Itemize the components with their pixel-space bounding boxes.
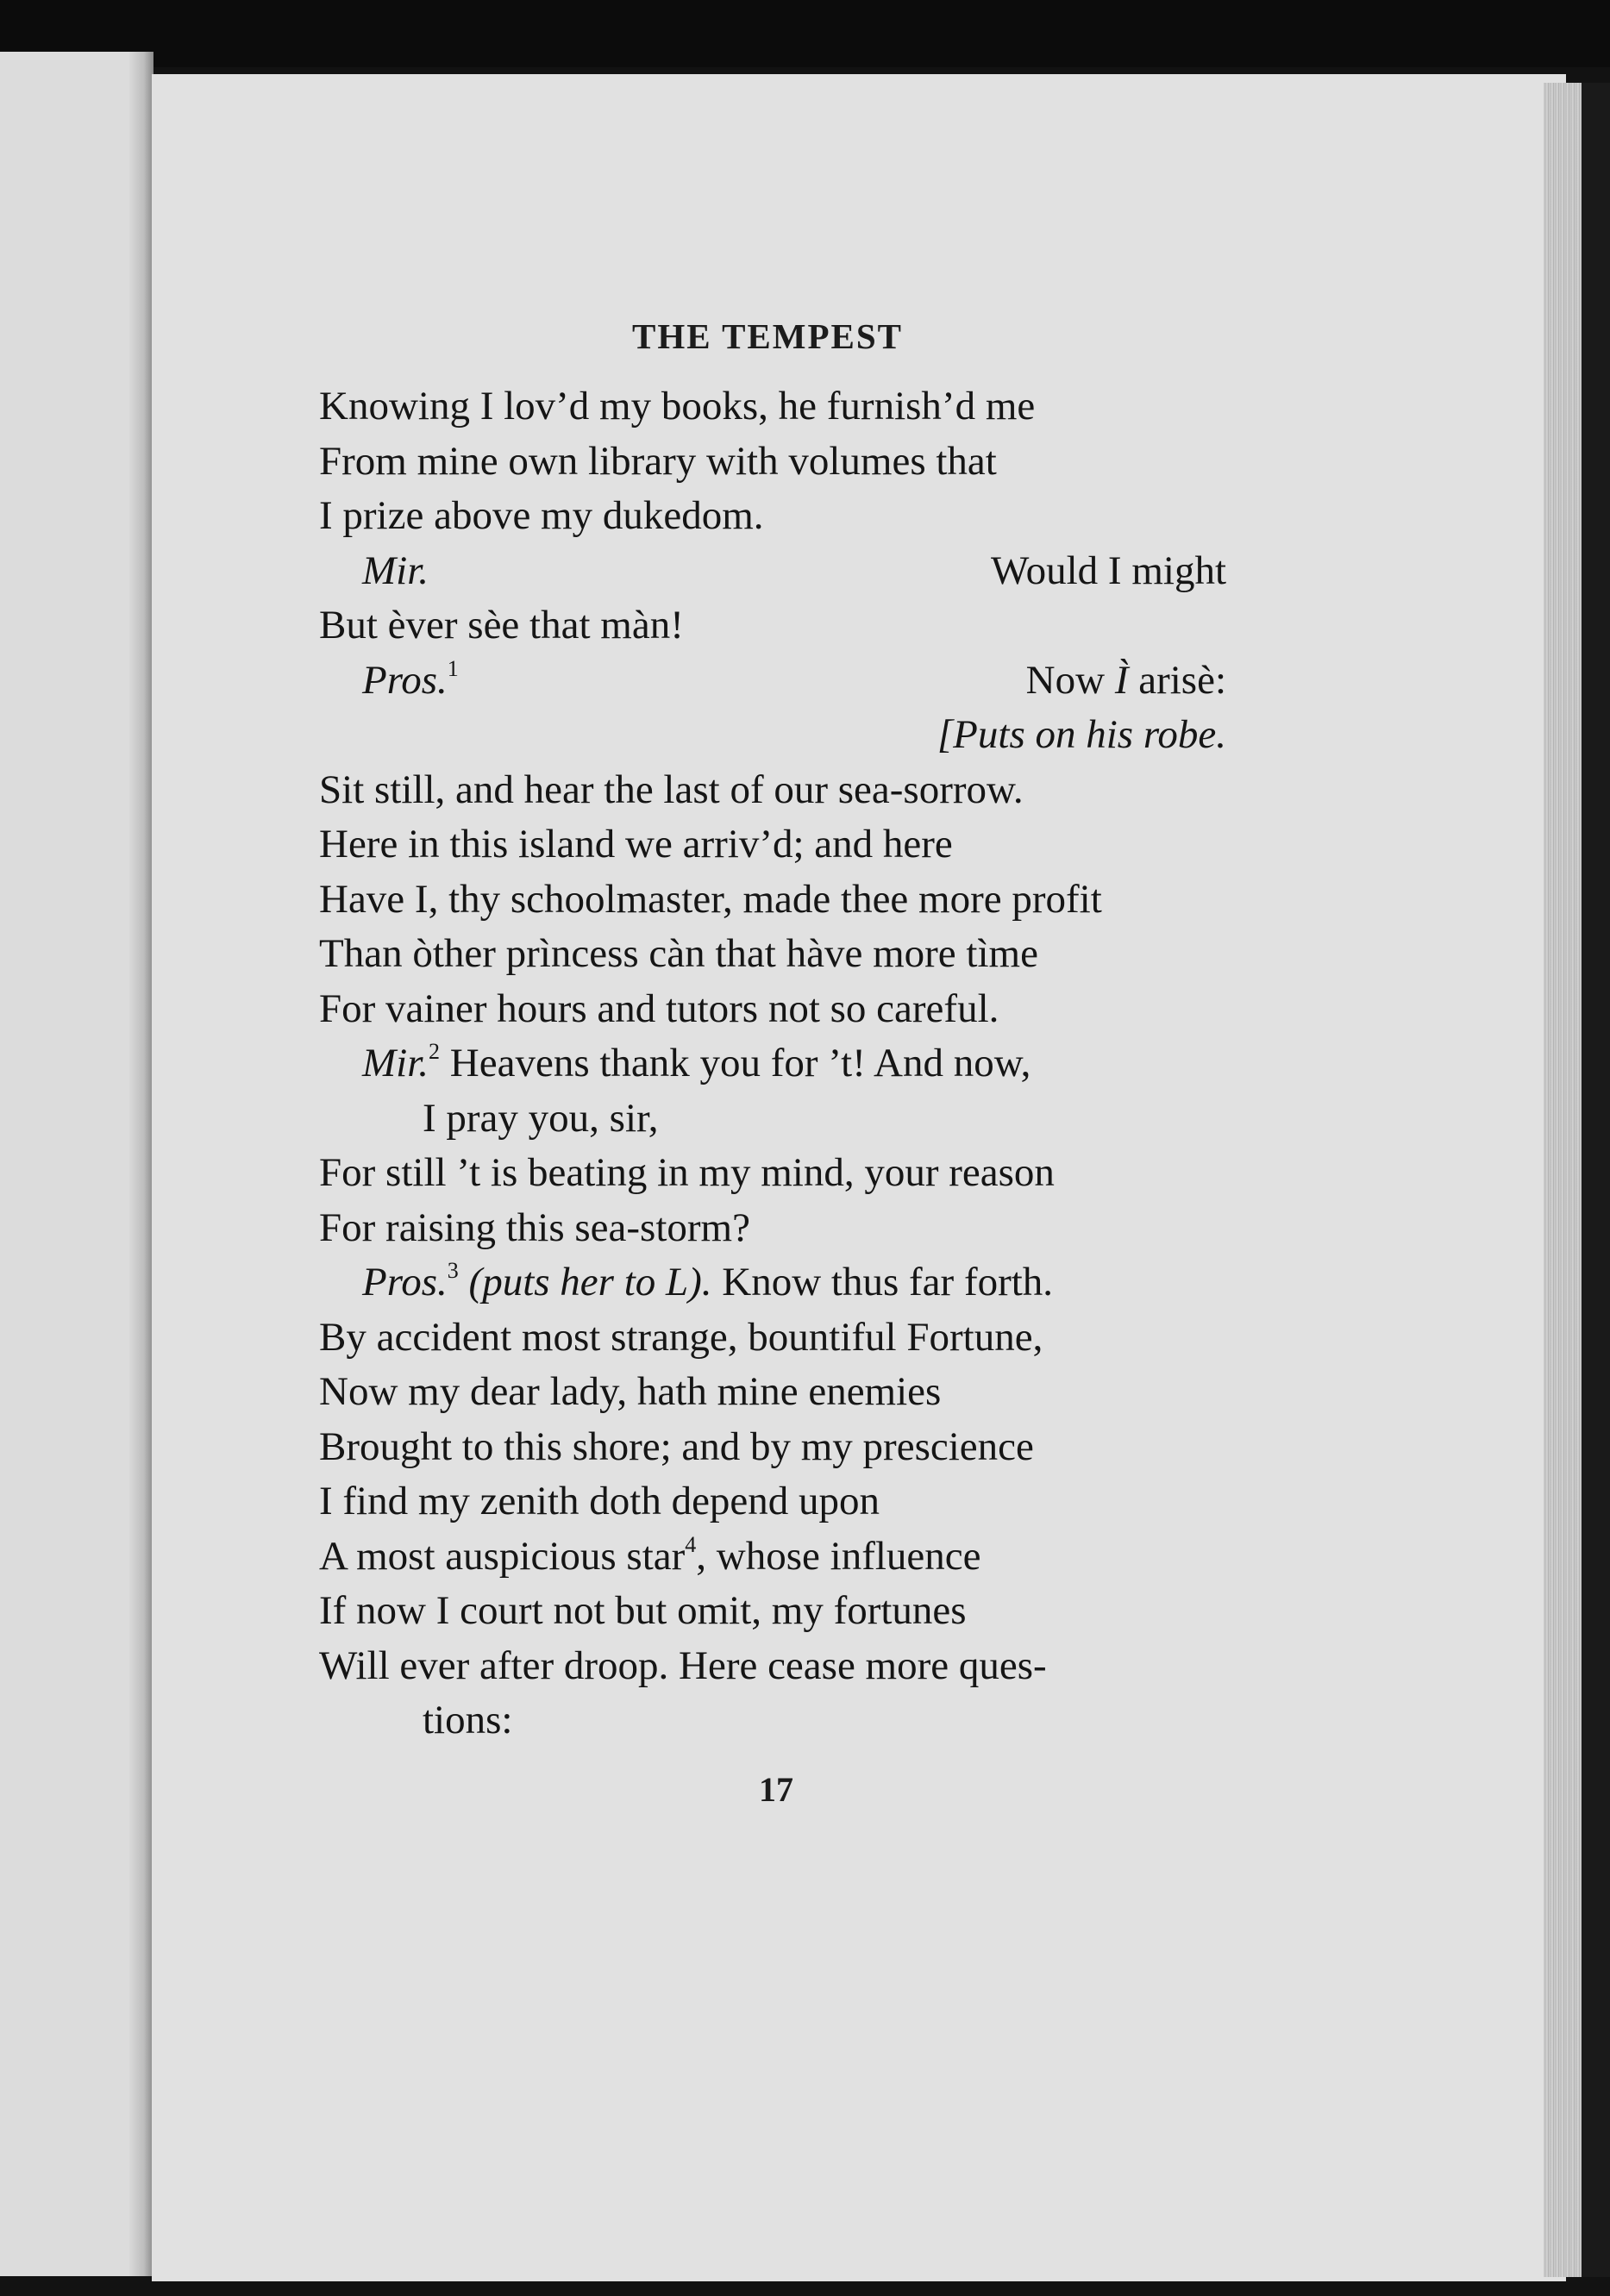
- scan-right-border: [1582, 83, 1610, 2277]
- verse-line: Now my dear lady, hath mine enemies: [319, 1369, 942, 1414]
- verse-line: Will ever after droop. Here cease more ques-: [319, 1642, 1047, 1688]
- verse-line: [319, 1530, 1226, 1585]
- speaker-name: Mir.: [362, 1041, 429, 1085]
- verse-text: Know thus far forth.: [711, 1260, 1054, 1304]
- verse-line: For raising this sea-storm?: [319, 1204, 750, 1250]
- verse-line: If now I court not but omit, my fortunes: [319, 1588, 967, 1633]
- speaker-name: Mir.: [362, 547, 429, 593]
- stage-direction-inline: (puts her to L).: [458, 1260, 712, 1304]
- play-text: [319, 379, 1226, 1749]
- verse-line: I find my zenith doth depend upon: [319, 1479, 880, 1523]
- verse-line: For vainer hours and tutors not so careful.: [319, 985, 999, 1031]
- verse-text: [1026, 654, 1226, 709]
- verse-line: Have I, thy schoolmaster, made thee more profit: [319, 876, 1102, 922]
- verse-text-italic: Ì: [1114, 657, 1129, 703]
- speech-line-miranda: [319, 1036, 1226, 1092]
- verse-line: I prize above my dukedom.: [319, 493, 764, 538]
- stage-direction: [Puts on his robe.: [937, 712, 1226, 757]
- scan-top-border: [0, 0, 1610, 67]
- verse-line: Than òther prìncess càn that hàve more tìme: [319, 931, 1038, 976]
- speaker-name: Pros.: [362, 657, 448, 703]
- verse-text-part: A most auspicious star: [319, 1533, 686, 1579]
- page-number: 17: [759, 1770, 793, 1809]
- footnote-marker: 3: [447, 1258, 459, 1283]
- verse-line-continuation: I pray you, sir,: [423, 1095, 659, 1141]
- speech-line-prospero: [319, 1255, 1226, 1311]
- verse-line: But èver sèe that màn!: [319, 603, 684, 648]
- verse-line: By accident most strange, bountiful Fortune,: [319, 1314, 1043, 1360]
- verse-line: Knowing I lov’d my books, he furnish’d me: [319, 384, 1036, 429]
- verse-line: Sit still, and hear the last of our sea-sorrow.: [319, 766, 1024, 812]
- speech-line-prospero: [319, 654, 1226, 709]
- running-head: THE TEMPEST: [631, 316, 904, 356]
- verse-text: Would I might: [991, 547, 1226, 593]
- verse-line: Here in this island we arriv’d; and here: [319, 822, 953, 866]
- verse-line: From mine own library with volumes that: [319, 438, 997, 484]
- verse-line: Brought to this shore; and by my prescience: [319, 1423, 1034, 1469]
- footnote-marker: 4: [685, 1531, 697, 1557]
- verse-line-continuation: tions:: [423, 1698, 513, 1742]
- page-stack-edge: [1544, 83, 1582, 2277]
- verse-text-part: arisè:: [1128, 657, 1226, 703]
- footnote-marker: 1: [447, 655, 459, 681]
- footnote-marker: 2: [429, 1039, 441, 1064]
- verse-text: Heavens thank you for ’t! And now,: [440, 1041, 1031, 1085]
- speaker-group: [362, 654, 459, 709]
- verse-text-part: , whose influence: [696, 1533, 981, 1579]
- verse-text-part: Now: [1025, 657, 1115, 703]
- speaker-name: Pros.: [362, 1260, 448, 1304]
- verse-line: For still ’t is beating in my mind, your reason: [319, 1150, 1055, 1195]
- gutter-shadow: [129, 52, 153, 2276]
- speech-line-miranda: [319, 544, 1226, 599]
